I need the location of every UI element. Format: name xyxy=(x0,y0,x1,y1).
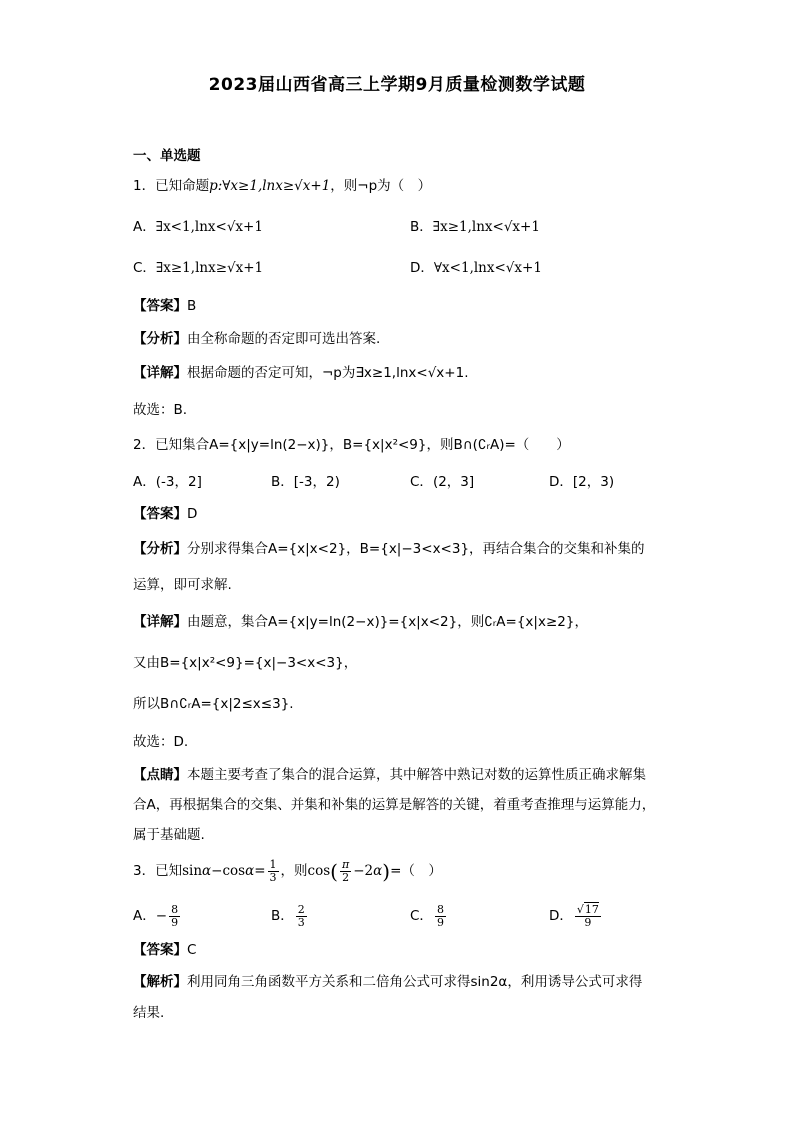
option-label: D． xyxy=(549,474,573,490)
detail-tag: 【详解】 xyxy=(133,365,187,381)
option-label: B． xyxy=(271,474,294,490)
option-label: C． xyxy=(133,260,156,276)
q2-comment-line-2: 合A，再根据集合的交集、并集和补集的运算是解答的关键，着重考查推理与运算能力， xyxy=(133,797,656,813)
q1-stem-tail: ，则¬p为（ ） xyxy=(330,178,432,194)
q1-option-d xyxy=(410,259,542,277)
option-text: (2，3] xyxy=(432,474,475,490)
q1-answer xyxy=(133,297,196,315)
q3-analysis-line-1 xyxy=(133,973,642,991)
question-2-stem: 2．已知集合A={x|y=ln(2−x)}，B={x|x²<9}，则B∩(∁ᵣA)=（ ） xyxy=(133,437,570,453)
question-1-stem xyxy=(133,177,431,195)
option-label: A． xyxy=(133,474,156,490)
answer-tag: 【答案】 xyxy=(133,506,187,522)
option-label: A． xyxy=(133,908,156,924)
analysis-text: 分别求得集合A={x|x<2}，B={x|−3<x<3}，再结合集合的交集和补集的 xyxy=(187,541,645,557)
q2-answer xyxy=(133,505,197,523)
q2-option-d xyxy=(549,473,614,491)
q2-detail-line-2: 又由B={x|x²<9}={x|−3<x<3}， xyxy=(133,655,358,671)
q3-option-d: D． $\frac{√17}{9}$ xyxy=(549,902,599,929)
q1-conclusion: 故选：B. xyxy=(133,402,188,418)
analysis-tag: 【分析】 xyxy=(133,331,187,347)
q2-detail-line-3: 所以B∩∁ᵣA={x|2≤x≤3}. xyxy=(133,696,294,712)
analysis-text: 利用同角三角函数平方关系和二倍角公式可求得sin2α，利用诱导公式可求得 xyxy=(187,974,643,990)
q1-option-b xyxy=(410,218,540,236)
option-text: [-3，2) xyxy=(293,474,340,490)
option-text: [2，3) xyxy=(572,474,615,490)
answer-value: B xyxy=(187,298,197,314)
q3-option-a: A．− $\frac{8}{9}$ xyxy=(133,902,179,929)
option-label: C． xyxy=(410,908,433,924)
q3-stem-mid: ，则 xyxy=(280,863,308,879)
option-label: C． xyxy=(410,474,433,490)
answer-value: C xyxy=(187,942,197,958)
q1-detail xyxy=(133,364,468,382)
analysis-tag: 【解析】 xyxy=(133,974,187,990)
q3-option-b: B． $\frac{2}{3}$ xyxy=(271,902,305,929)
q2-analysis-line-1 xyxy=(133,540,645,558)
page-title: 2023届山西省高三上学期9月质量检测数学试题 xyxy=(208,75,586,95)
q3-given-expression: sinα−cosα= $\frac{1}{3}$ xyxy=(182,858,277,884)
option-label: B． xyxy=(410,219,433,235)
q3-stem-tail: =（ ） xyxy=(390,863,442,879)
q2-conclusion: 故选：D. xyxy=(133,734,189,750)
q3-option-c: C． $\frac{8}{9}$ xyxy=(410,902,444,929)
q2-comment-line-3: 属于基础题. xyxy=(133,827,205,843)
q2-option-b xyxy=(271,473,340,491)
q2-analysis-line-2: 运算，即可求解. xyxy=(133,577,232,593)
option-label: D． xyxy=(410,260,434,276)
q1-option-a xyxy=(133,218,263,236)
detail-text: 由题意，集合A={x|y=ln(2−x)}={x|x<2}，则∁ᵣA={x|x≥2}， xyxy=(187,614,588,630)
answer-tag: 【答案】 xyxy=(133,942,187,958)
q3-target-expression: cos( $\frac{\pi}{2}$ −2α) xyxy=(307,858,391,884)
q2-option-a xyxy=(133,473,202,491)
q1-stem-math: p:∀x≥1,lnx≥√x+1 xyxy=(209,178,331,194)
q3-answer xyxy=(133,941,196,959)
comment-text: 本题主要考查了集合的混合运算，其中解答中熟记对数的运算性质正确求解集 xyxy=(187,767,646,783)
q2-option-c xyxy=(410,473,474,491)
option-text: ∃x≥1,lnx<√x+1 xyxy=(432,219,540,235)
option-text: ∃x<1,lnx<√x+1 xyxy=(155,219,263,235)
analysis-tag: 【分析】 xyxy=(133,541,187,557)
option-label: D． xyxy=(549,908,573,924)
q1-option-c xyxy=(133,259,263,277)
q1-stem-text: 1．已知命题 xyxy=(133,178,210,194)
comment-tag: 【点睛】 xyxy=(133,767,187,783)
option-text: (-3，2] xyxy=(155,474,202,490)
detail-text: 根据命题的否定可知，¬p为∃x≥1,lnx<√x+1. xyxy=(187,365,469,381)
option-text: ∃x≥1,lnx≥√x+1 xyxy=(155,260,264,276)
option-text: ∀x<1,lnx<√x+1 xyxy=(433,260,542,276)
q1-analysis xyxy=(133,330,380,348)
question-3-stem xyxy=(133,858,442,885)
option-label: B． xyxy=(271,908,294,924)
detail-tag: 【详解】 xyxy=(133,614,187,630)
q3-analysis-line-2: 结果. xyxy=(133,1005,165,1021)
answer-tag: 【答案】 xyxy=(133,298,187,314)
answer-value: D xyxy=(187,506,198,522)
q2-detail-line-1 xyxy=(133,613,588,631)
q2-comment-line-1 xyxy=(133,766,646,784)
section-heading: 一、单选题 xyxy=(133,148,201,164)
q3-stem-text: 3．已知 xyxy=(133,863,183,879)
analysis-text: 由全称命题的否定即可选出答案. xyxy=(187,331,381,347)
option-label: A． xyxy=(133,219,156,235)
